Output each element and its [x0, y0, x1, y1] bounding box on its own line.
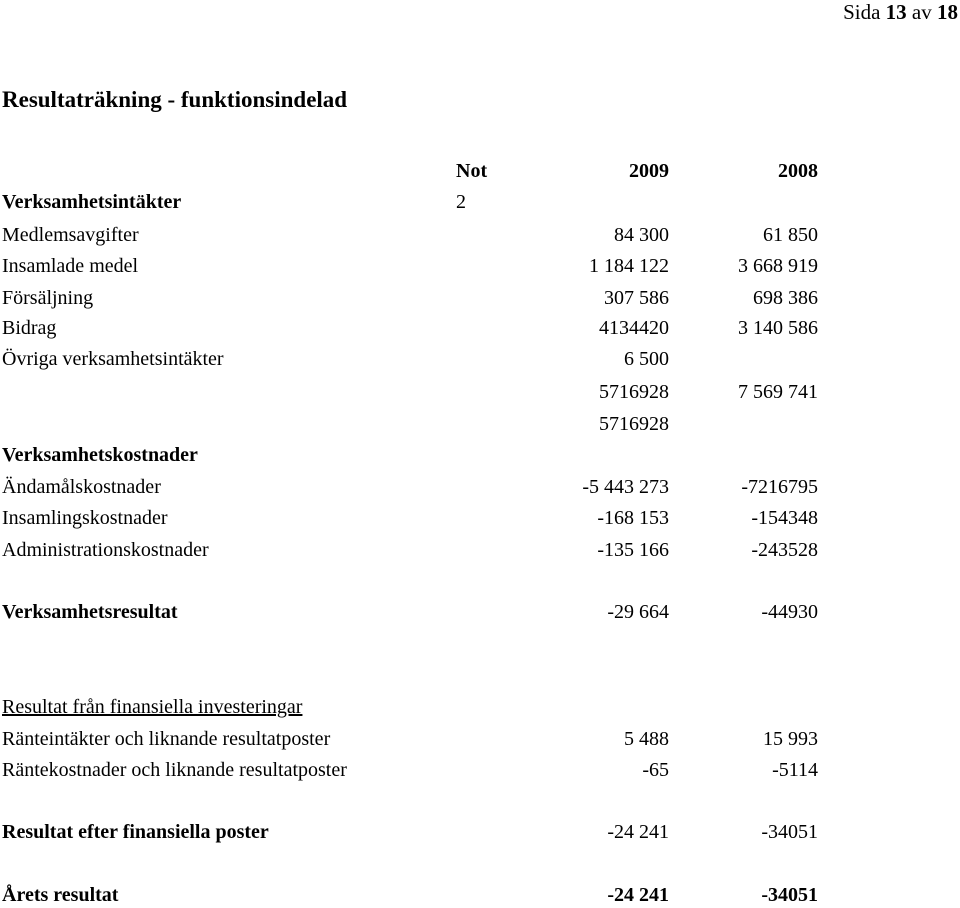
column-header-row	[0, 158, 960, 184]
row-value-2008: -5114	[772, 759, 818, 781]
row-label: Verksamhetsresultat	[2, 601, 178, 623]
row-value-2009: -24 241	[607, 884, 669, 906]
section-header-row	[0, 442, 960, 468]
row-value-2009: -135 166	[597, 539, 669, 561]
result-row	[0, 819, 960, 845]
row-value-2009: 5716928	[599, 413, 669, 435]
row-value-2009: -29 664	[607, 601, 669, 623]
row-label: Bidrag	[2, 317, 57, 339]
row-value-2009: -168 153	[597, 507, 669, 529]
row-label: Resultat efter finansiella poster	[2, 821, 269, 843]
page-number-current: 13	[885, 0, 907, 24]
table-row	[0, 726, 960, 752]
row-label: Insamlingskostnader	[2, 507, 168, 529]
table-row	[0, 285, 960, 311]
table-row	[0, 346, 960, 372]
row-value-2008: 3 668 919	[738, 255, 818, 277]
row-label: Ändamålskostnader	[2, 476, 161, 498]
row-value-2009: 4134420	[599, 317, 669, 339]
table-row	[0, 222, 960, 248]
row-value-2009: 6 500	[624, 348, 669, 370]
row-value-2008: -44930	[761, 601, 818, 623]
row-label: Administrationskostnader	[2, 539, 209, 561]
row-label: Medlemsavgifter	[2, 224, 139, 246]
final-result-row	[0, 882, 960, 908]
page-number	[843, 0, 958, 24]
row-note: 2	[456, 191, 466, 213]
subtotal-row	[0, 379, 960, 405]
table-row	[0, 757, 960, 783]
row-label: Ränteintäkter och liknande resultatposter	[2, 728, 331, 750]
row-label: Verksamhetskostnader	[2, 444, 198, 466]
row-value-2008: 7 569 741	[738, 381, 818, 403]
page-title: Resultaträkning - funktionsindelad	[2, 87, 348, 112]
row-label: Räntekostnader och liknande resultatposter	[2, 759, 347, 781]
page-number-prefix: Sida	[843, 0, 881, 24]
table-row	[0, 474, 960, 500]
table-row	[0, 315, 960, 341]
result-row	[0, 599, 960, 625]
row-value-2008: 61 850	[763, 224, 818, 246]
table-row	[0, 537, 960, 563]
row-value-2008: -34051	[761, 821, 818, 843]
row-value-2008: 15 993	[763, 728, 818, 750]
row-value-2008: 3 140 586	[738, 317, 818, 339]
row-value-2008: -7216795	[741, 476, 818, 498]
row-label: Verksamhetsintäkter	[2, 191, 182, 213]
column-header-2009: 2009	[629, 160, 669, 182]
table-row	[0, 253, 960, 279]
row-value-2009: 1 184 122	[589, 255, 669, 277]
row-value-2009: 84 300	[614, 224, 669, 246]
table-row	[0, 505, 960, 531]
row-value-2009: -5 443 273	[582, 476, 669, 498]
column-header-2008: 2008	[778, 160, 818, 182]
row-value-2009: 5 488	[624, 728, 669, 750]
column-header-note: Not	[456, 160, 488, 182]
row-value-2009: 307 586	[604, 287, 669, 309]
page-number-middle: av	[911, 0, 932, 24]
row-value-2008: 698 386	[753, 287, 818, 309]
row-label: Årets resultat	[2, 884, 119, 906]
row-label: Försäljning	[2, 287, 94, 309]
section-header-row	[0, 189, 960, 215]
row-value-2008: -34051	[761, 884, 818, 906]
section-header-row	[0, 694, 960, 720]
row-value-2009: -65	[642, 759, 669, 781]
row-value-2009: -24 241	[607, 821, 669, 843]
row-value-2008: -243528	[751, 539, 818, 561]
row-label: Övriga verksamhetsintäkter	[2, 348, 224, 370]
subtotal-row	[0, 411, 960, 437]
row-label: Insamlade medel	[2, 255, 139, 277]
row-label: Resultat från finansiella investeringar	[2, 696, 303, 718]
row-value-2008: -154348	[751, 507, 818, 529]
page-number-total: 18	[937, 0, 958, 24]
row-value-2009: 5716928	[599, 381, 669, 403]
